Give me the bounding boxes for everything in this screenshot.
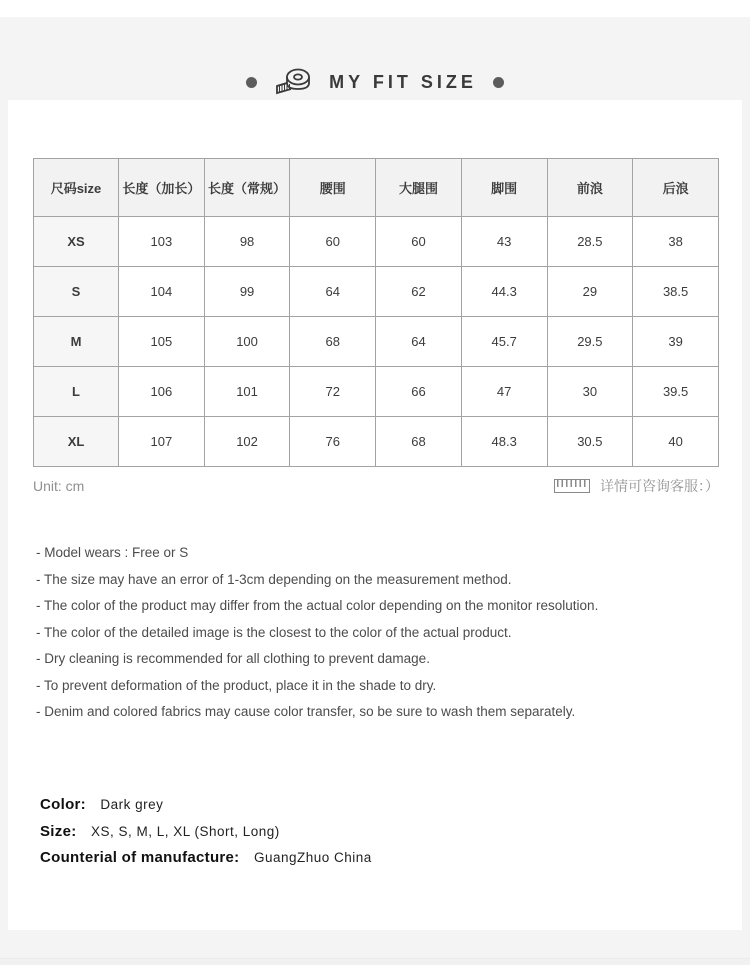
value-cell: 66 [376, 367, 462, 417]
bottom-divider [0, 958, 750, 965]
note-line-1: - The size may have an error of 1-3cm depending on the measurement method. [36, 571, 512, 587]
value-cell: 39 [633, 317, 719, 367]
fit-size-header [0, 62, 750, 102]
left-dot-icon [246, 77, 257, 88]
value-cell: 44.3 [461, 267, 547, 317]
origin-label: Counterial of manufacture: [40, 849, 240, 866]
service-note [554, 476, 719, 496]
size-cell: XS [34, 217, 119, 267]
note-line-5: - To prevent deformation of the product, place it in the shade to dry. [36, 677, 437, 693]
value-cell: 43 [461, 217, 547, 267]
value-cell: 45.7 [461, 317, 547, 367]
value-cell: 40 [633, 417, 719, 467]
value-cell: 60 [376, 217, 462, 267]
value-cell: 38.5 [633, 267, 719, 317]
note-line-0: - Model wears : Free or S [36, 545, 189, 560]
column-header-3: 腰围 [290, 159, 376, 217]
value-cell: 38 [633, 217, 719, 267]
value-cell: 64 [290, 267, 376, 317]
table-row [34, 217, 719, 267]
value-cell: 64 [376, 317, 462, 367]
value-cell: 60 [290, 217, 376, 267]
size-cell: S [34, 267, 119, 317]
size-label: Size: [40, 822, 77, 840]
column-header-0: 尺码size [34, 159, 119, 217]
measuring-tape-icon [273, 66, 313, 98]
value-cell: 105 [119, 317, 205, 367]
note-line-6: - Denim and colored fabrics may cause color transfer, so be sure to wash them separately. [36, 704, 576, 719]
table-row [34, 417, 719, 467]
value-cell: 76 [290, 417, 376, 467]
value-cell: 68 [376, 417, 462, 467]
notes-list [36, 540, 716, 726]
value-cell: 98 [204, 217, 290, 267]
value-cell: 28.5 [547, 217, 633, 267]
color-value: Dark grey [100, 797, 164, 812]
value-cell: 102 [204, 417, 290, 467]
value-cell: 29 [547, 267, 633, 317]
column-header-4: 大腿围 [376, 159, 462, 217]
column-header-6: 前浪 [547, 159, 633, 217]
note-line-4: - Dry cleaning is recommended for all clothing to prevent damage. [36, 651, 430, 666]
column-header-7: 后浪 [633, 159, 719, 217]
value-cell: 68 [290, 317, 376, 367]
size-table-header-row [34, 159, 719, 217]
size-cell: L [34, 367, 119, 417]
service-note-text: 详情可咨询客服：） [600, 478, 719, 494]
value-cell: 72 [290, 367, 376, 417]
value-cell: 103 [119, 217, 205, 267]
color-label: Color: [40, 796, 86, 813]
origin-value: GuangZhuo China [253, 850, 372, 865]
value-cell: 101 [204, 367, 290, 417]
note-line-3: - The color of the detailed image is the closest to the color of the actual product. [36, 624, 512, 640]
size-table-wrap [33, 158, 719, 467]
product-origin-line [40, 845, 700, 872]
value-cell: 30.5 [547, 417, 633, 467]
value-cell: 99 [204, 267, 290, 317]
value-cell: 106 [119, 367, 205, 417]
size-table [33, 158, 719, 467]
product-color-line [40, 792, 700, 819]
column-header-2: 长度（常规） [204, 159, 290, 217]
size-cell: M [34, 317, 119, 367]
right-dot-icon [493, 77, 504, 88]
product-info [40, 792, 700, 872]
unit-label: Unit: cm [33, 478, 85, 494]
unit-row [33, 475, 719, 497]
content-card [8, 100, 742, 930]
page-title: MY FIT SIZE [329, 71, 477, 92]
size-cell: XL [34, 417, 119, 467]
ruler-icon [554, 479, 590, 493]
value-cell: 47 [461, 367, 547, 417]
table-row [34, 367, 719, 417]
product-size-line [40, 819, 700, 846]
table-row [34, 267, 719, 317]
value-cell: 29.5 [547, 317, 633, 367]
column-header-1: 长度（加长） [119, 159, 205, 217]
value-cell: 39.5 [633, 367, 719, 417]
value-cell: 100 [204, 317, 290, 367]
column-header-5: 脚围 [461, 159, 547, 217]
value-cell: 62 [376, 267, 462, 317]
value-cell: 48.3 [461, 417, 547, 467]
value-cell: 104 [119, 267, 205, 317]
size-value: XS, S, M, L, XL (Short, Long) [90, 823, 280, 839]
value-cell: 107 [119, 417, 205, 467]
value-cell: 30 [547, 367, 633, 417]
table-row [34, 317, 719, 367]
note-line-2: - The color of the product may differ from the actual color depending on the monitor resolution. [36, 598, 599, 613]
